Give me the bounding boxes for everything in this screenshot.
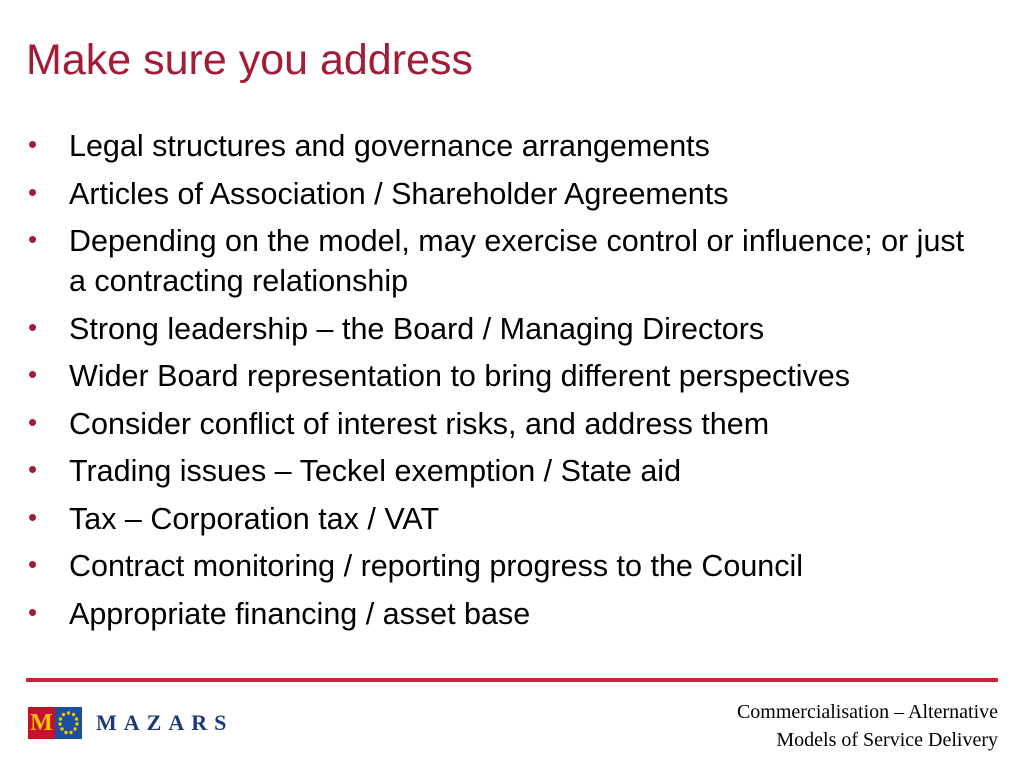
bullet-text: Consider conflict of interest risks, and address them <box>69 406 770 441</box>
bullet-icon: • <box>28 359 38 389</box>
bullet-icon: • <box>28 454 38 484</box>
bullet-item <box>28 309 988 349</box>
bullet-item <box>28 126 988 166</box>
bullet-text: Strong leadership – the Board / Managing Directors <box>69 311 765 346</box>
bullet-text: Tax – Corporation tax / VAT <box>69 501 440 536</box>
bullet-list <box>28 126 988 641</box>
bullet-item <box>28 546 988 586</box>
bullet-item <box>28 356 988 396</box>
bullet-item <box>28 221 988 301</box>
bullet-item <box>28 404 988 444</box>
bullet-text: Depending on the model, may exercise control or influence; or just a contracting relationship <box>69 224 965 298</box>
mazars-logo <box>28 707 233 739</box>
slide-title: Make sure you address <box>26 36 473 84</box>
bullet-text: Appropriate financing / asset base <box>69 596 531 631</box>
bullet-item <box>28 594 988 634</box>
footer-caption <box>737 698 998 754</box>
footer-divider <box>26 678 998 682</box>
bullet-item <box>28 451 988 491</box>
bullet-icon: • <box>28 549 38 579</box>
bullet-text: Contract monitoring / reporting progress to the Council <box>69 549 804 583</box>
bullet-text: Legal structures and governance arrangements <box>69 129 710 163</box>
bullet-icon: • <box>28 596 38 627</box>
bullet-icon: • <box>28 129 38 159</box>
bullet-item <box>28 174 988 214</box>
logo-wordmark: MAZARS <box>96 710 234 735</box>
footer-caption-line1: Commercialisation – Alternative <box>736 701 998 723</box>
bullet-icon: • <box>28 224 38 254</box>
bullet-text: Articles of Association / Shareholder Agreements <box>69 176 729 211</box>
logo-m-block: M <box>28 707 55 739</box>
bullet-item <box>28 499 988 539</box>
bullet-text: Trading issues – Teckel exemption / State aid <box>69 454 682 488</box>
bullet-text: Wider Board representation to bring different perspectives <box>69 359 850 393</box>
bullet-icon: • <box>28 501 38 532</box>
bullet-icon: • <box>28 176 38 207</box>
eu-stars-icon <box>55 707 82 739</box>
bullet-icon: • <box>28 311 38 342</box>
bullet-icon: • <box>28 406 38 437</box>
footer-caption-line2: Models of Service Delivery <box>776 729 998 751</box>
